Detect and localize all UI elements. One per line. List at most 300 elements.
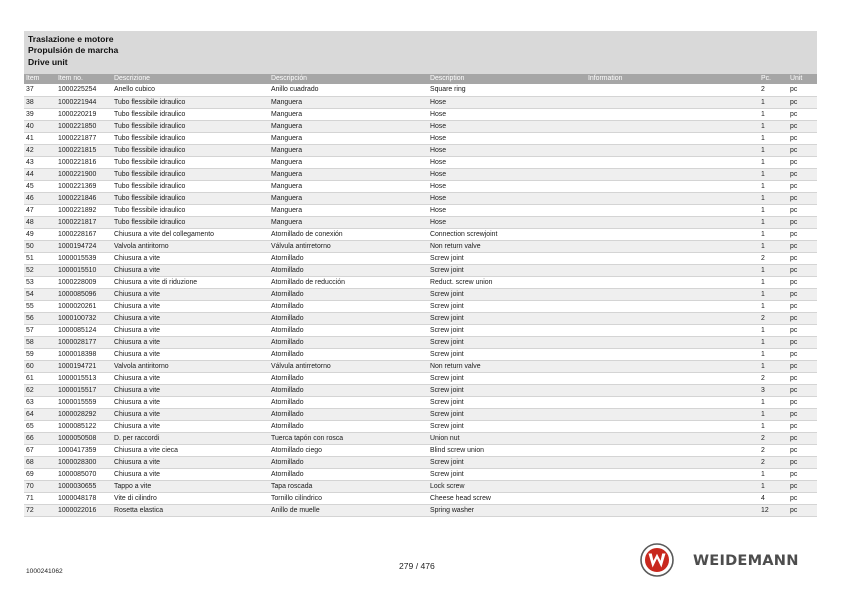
cell-description-it: Vite di cilindro xyxy=(112,492,269,504)
table-row xyxy=(24,456,817,468)
cell-unit: pc xyxy=(788,372,817,384)
table-row xyxy=(24,288,817,300)
table-row xyxy=(24,276,817,288)
cell-information xyxy=(586,204,759,216)
table-row xyxy=(24,396,817,408)
cell-unit: pc xyxy=(788,108,817,120)
cell-pc: 1 xyxy=(759,420,788,432)
cell-description-es: Atornillado xyxy=(269,372,428,384)
table-row xyxy=(24,372,817,384)
cell-information xyxy=(586,312,759,324)
cell-description-es: Anillo de muelle xyxy=(269,504,428,516)
table-row xyxy=(24,204,817,216)
cell-description-en: Screw joint xyxy=(428,372,586,384)
cell-pc: 1 xyxy=(759,300,788,312)
brand-wordmark: WEIDEMANN xyxy=(693,552,799,569)
parts-table-header-row xyxy=(24,74,817,84)
cell-item: 41 xyxy=(24,132,56,144)
cell-item-no: 1000225254 xyxy=(56,84,112,96)
cell-unit: pc xyxy=(788,492,817,504)
cell-item-no: 1000221846 xyxy=(56,192,112,204)
cell-information xyxy=(586,372,759,384)
cell-item: 70 xyxy=(24,480,56,492)
cell-item: 62 xyxy=(24,384,56,396)
cell-description-it: Tubo flessibile idraulico xyxy=(112,108,269,120)
cell-pc: 2 xyxy=(759,252,788,264)
cell-unit: pc xyxy=(788,384,817,396)
cell-description-en: Reduct. screw union xyxy=(428,276,586,288)
cell-description-en: Non return valve xyxy=(428,360,586,372)
cell-description-en: Hose xyxy=(428,180,586,192)
column-header-pc: Pc. xyxy=(759,74,788,84)
cell-description-es: Manguera xyxy=(269,132,428,144)
cell-item-no: 1000018398 xyxy=(56,348,112,360)
cell-pc: 2 xyxy=(759,312,788,324)
cell-pc: 1 xyxy=(759,228,788,240)
cell-description-es: Atornillado xyxy=(269,384,428,396)
cell-description-en: Hose xyxy=(428,192,586,204)
table-row xyxy=(24,84,817,96)
column-header-description-it: Descrizione xyxy=(112,74,269,84)
cell-item-no: 1000194724 xyxy=(56,240,112,252)
cell-information xyxy=(586,228,759,240)
cell-item-no: 1000221817 xyxy=(56,216,112,228)
cell-information xyxy=(586,156,759,168)
cell-item: 40 xyxy=(24,120,56,132)
cell-information xyxy=(586,240,759,252)
column-header-unit: Unit xyxy=(788,74,817,84)
table-row xyxy=(24,264,817,276)
cell-description-en: Screw joint xyxy=(428,396,586,408)
cell-description-it: Chiusura a vite xyxy=(112,324,269,336)
table-row xyxy=(24,444,817,456)
cell-unit: pc xyxy=(788,156,817,168)
cell-item-no: 1000220219 xyxy=(56,108,112,120)
cell-item-no: 1000221850 xyxy=(56,120,112,132)
table-row xyxy=(24,168,817,180)
table-row xyxy=(24,216,817,228)
cell-pc: 2 xyxy=(759,372,788,384)
cell-item: 59 xyxy=(24,348,56,360)
cell-information xyxy=(586,276,759,288)
cell-unit: pc xyxy=(788,204,817,216)
cell-description-en: Square ring xyxy=(428,84,586,96)
cell-description-en: Screw joint xyxy=(428,348,586,360)
table-row xyxy=(24,144,817,156)
cell-description-es: Manguera xyxy=(269,108,428,120)
cell-description-es: Manguera xyxy=(269,168,428,180)
cell-description-it: Tubo flessibile idraulico xyxy=(112,192,269,204)
cell-item: 60 xyxy=(24,360,56,372)
cell-information xyxy=(586,216,759,228)
cell-item-no: 1000022016 xyxy=(56,504,112,516)
table-row xyxy=(24,324,817,336)
table-row xyxy=(24,432,817,444)
table-row xyxy=(24,300,817,312)
cell-description-es: Atornillado de reducción xyxy=(269,276,428,288)
cell-description-en: Screw joint xyxy=(428,312,586,324)
cell-description-it: Tubo flessibile idraulico xyxy=(112,120,269,132)
table-row xyxy=(24,336,817,348)
cell-description-it: Chiusura a vite xyxy=(112,348,269,360)
cell-item: 48 xyxy=(24,216,56,228)
cell-description-es: Atornillado xyxy=(269,348,428,360)
cell-unit: pc xyxy=(788,228,817,240)
cell-description-es: Atornillado xyxy=(269,396,428,408)
cell-description-it: Tappo a vite xyxy=(112,480,269,492)
cell-information xyxy=(586,324,759,336)
cell-item: 45 xyxy=(24,180,56,192)
cell-item-no: 1000015539 xyxy=(56,252,112,264)
cell-item: 52 xyxy=(24,264,56,276)
table-row xyxy=(24,108,817,120)
cell-description-en: Screw joint xyxy=(428,324,586,336)
cell-description-es: Válvula antirretorno xyxy=(269,360,428,372)
cell-unit: pc xyxy=(788,420,817,432)
cell-pc: 1 xyxy=(759,264,788,276)
cell-item-no: 1000085124 xyxy=(56,324,112,336)
cell-description-es: Atornillado xyxy=(269,456,428,468)
cell-unit: pc xyxy=(788,132,817,144)
cell-item-no: 1000221816 xyxy=(56,156,112,168)
table-row xyxy=(24,120,817,132)
cell-information xyxy=(586,144,759,156)
cell-description-es: Manguera xyxy=(269,216,428,228)
cell-description-es: Manguera xyxy=(269,144,428,156)
cell-item: 50 xyxy=(24,240,56,252)
cell-description-it: D. per raccordi xyxy=(112,432,269,444)
parts-table xyxy=(24,74,817,517)
cell-description-it: Chiusura a vite xyxy=(112,336,269,348)
cell-description-en: Screw joint xyxy=(428,408,586,420)
cell-description-es: Manguera xyxy=(269,192,428,204)
table-row xyxy=(24,96,817,108)
cell-unit: pc xyxy=(788,324,817,336)
cell-item-no: 1000100732 xyxy=(56,312,112,324)
table-row xyxy=(24,360,817,372)
cell-description-it: Rosetta elastica xyxy=(112,504,269,516)
cell-description-it: Chiusura a vite del collegamento xyxy=(112,228,269,240)
cell-description-en: Hose xyxy=(428,216,586,228)
table-row xyxy=(24,156,817,168)
cell-information xyxy=(586,432,759,444)
table-row xyxy=(24,480,817,492)
cell-pc: 1 xyxy=(759,396,788,408)
cell-pc: 2 xyxy=(759,432,788,444)
cell-pc: 2 xyxy=(759,456,788,468)
cell-unit: pc xyxy=(788,408,817,420)
cell-item: 58 xyxy=(24,336,56,348)
cell-unit: pc xyxy=(788,432,817,444)
cell-description-it: Anello cubico xyxy=(112,84,269,96)
cell-description-es: Tuerca tapón con rosca xyxy=(269,432,428,444)
cell-item: 56 xyxy=(24,312,56,324)
cell-description-it: Tubo flessibile idraulico xyxy=(112,132,269,144)
cell-information xyxy=(586,504,759,516)
cell-unit: pc xyxy=(788,252,817,264)
table-row xyxy=(24,312,817,324)
cell-item: 54 xyxy=(24,288,56,300)
cell-item-no: 1000020261 xyxy=(56,300,112,312)
cell-unit: pc xyxy=(788,168,817,180)
cell-pc: 1 xyxy=(759,276,788,288)
cell-unit: pc xyxy=(788,336,817,348)
cell-information xyxy=(586,192,759,204)
cell-description-it: Chiusura a vite xyxy=(112,312,269,324)
weidemann-logo xyxy=(640,543,820,579)
section-header xyxy=(24,31,817,74)
cell-description-en: Cheese head screw xyxy=(428,492,586,504)
table-row xyxy=(24,504,817,516)
table-row xyxy=(24,132,817,144)
cell-unit: pc xyxy=(788,264,817,276)
cell-item-no: 1000221877 xyxy=(56,132,112,144)
table-row xyxy=(24,492,817,504)
cell-description-it: Chiusura a vite xyxy=(112,468,269,480)
cell-information xyxy=(586,168,759,180)
cell-pc: 1 xyxy=(759,156,788,168)
cell-information xyxy=(586,456,759,468)
cell-pc: 12 xyxy=(759,504,788,516)
cell-item: 49 xyxy=(24,228,56,240)
cell-item-no: 1000085122 xyxy=(56,420,112,432)
table-row xyxy=(24,408,817,420)
cell-item: 53 xyxy=(24,276,56,288)
cell-information xyxy=(586,96,759,108)
cell-description-it: Chiusura a vite xyxy=(112,396,269,408)
cell-pc: 1 xyxy=(759,144,788,156)
page-number: 279 / 476 xyxy=(399,561,435,571)
table-row xyxy=(24,180,817,192)
cell-description-en: Screw joint xyxy=(428,264,586,276)
cell-item: 65 xyxy=(24,420,56,432)
cell-information xyxy=(586,252,759,264)
cell-information xyxy=(586,288,759,300)
section-title-english: Drive unit xyxy=(28,56,68,67)
cell-information xyxy=(586,108,759,120)
cell-description-it: Valvola antiritorno xyxy=(112,360,269,372)
cell-pc: 1 xyxy=(759,480,788,492)
cell-item-no: 1000050508 xyxy=(56,432,112,444)
cell-item-no: 1000221944 xyxy=(56,96,112,108)
cell-pc: 1 xyxy=(759,408,788,420)
cell-description-it: Tubo flessibile idraulico xyxy=(112,96,269,108)
column-header-description-es: Descripción xyxy=(269,74,428,84)
cell-description-en: Screw joint xyxy=(428,252,586,264)
cell-unit: pc xyxy=(788,312,817,324)
cell-description-it: Valvola antiritorno xyxy=(112,240,269,252)
weidemann-w-logo-icon xyxy=(640,543,674,577)
cell-description-es: Manguera xyxy=(269,156,428,168)
cell-item: 61 xyxy=(24,372,56,384)
section-title-italian: Traslazione e motore xyxy=(28,34,114,44)
cell-item-no: 1000228167 xyxy=(56,228,112,240)
cell-description-it: Chiusura a vite xyxy=(112,384,269,396)
cell-unit: pc xyxy=(788,120,817,132)
cell-description-it: Chiusura a vite xyxy=(112,300,269,312)
cell-description-it: Tubo flessibile idraulico xyxy=(112,180,269,192)
cell-item-no: 1000015517 xyxy=(56,384,112,396)
cell-unit: pc xyxy=(788,180,817,192)
cell-unit: pc xyxy=(788,288,817,300)
cell-pc: 1 xyxy=(759,168,788,180)
cell-item-no: 1000028177 xyxy=(56,336,112,348)
parts-table-body xyxy=(24,84,817,516)
cell-item-no: 1000085070 xyxy=(56,468,112,480)
cell-description-es: Atornillado xyxy=(269,312,428,324)
cell-pc: 1 xyxy=(759,336,788,348)
cell-description-es: Tornillo cilíndrico xyxy=(269,492,428,504)
cell-description-it: Chiusura a vite xyxy=(112,252,269,264)
cell-item-no: 1000221815 xyxy=(56,144,112,156)
cell-item-no: 1000221900 xyxy=(56,168,112,180)
column-header-information: Information xyxy=(586,74,759,84)
cell-unit: pc xyxy=(788,348,817,360)
cell-description-es: Atornillado xyxy=(269,420,428,432)
cell-description-es: Manguera xyxy=(269,96,428,108)
cell-description-es: Válvula antirretorno xyxy=(269,240,428,252)
cell-pc: 2 xyxy=(759,84,788,96)
cell-information xyxy=(586,444,759,456)
cell-item-no: 1000221892 xyxy=(56,204,112,216)
cell-information xyxy=(586,384,759,396)
cell-description-en: Hose xyxy=(428,108,586,120)
cell-pc: 1 xyxy=(759,348,788,360)
cell-description-es: Atornillado xyxy=(269,252,428,264)
cell-item: 46 xyxy=(24,192,56,204)
cell-information xyxy=(586,480,759,492)
cell-item-no: 1000085096 xyxy=(56,288,112,300)
cell-pc: 1 xyxy=(759,360,788,372)
cell-description-en: Hose xyxy=(428,156,586,168)
cell-description-es: Atornillado xyxy=(269,468,428,480)
cell-description-es: Atornillado xyxy=(269,408,428,420)
cell-item: 71 xyxy=(24,492,56,504)
cell-description-es: Atornillado xyxy=(269,264,428,276)
cell-information xyxy=(586,492,759,504)
cell-unit: pc xyxy=(788,480,817,492)
cell-description-en: Screw joint xyxy=(428,336,586,348)
cell-item-no: 1000228009 xyxy=(56,276,112,288)
cell-item: 68 xyxy=(24,456,56,468)
cell-description-en: Non return valve xyxy=(428,240,586,252)
cell-information xyxy=(586,336,759,348)
cell-description-en: Screw joint xyxy=(428,384,586,396)
cell-unit: pc xyxy=(788,300,817,312)
cell-pc: 1 xyxy=(759,324,788,336)
column-header-item: Item xyxy=(24,74,56,84)
cell-item-no: 1000048178 xyxy=(56,492,112,504)
cell-unit: pc xyxy=(788,468,817,480)
cell-information xyxy=(586,348,759,360)
cell-pc: 1 xyxy=(759,108,788,120)
cell-description-en: Connection screwjoint xyxy=(428,228,586,240)
cell-unit: pc xyxy=(788,216,817,228)
cell-information xyxy=(586,420,759,432)
cell-information xyxy=(586,84,759,96)
cell-description-en: Screw joint xyxy=(428,468,586,480)
cell-description-en: Union nut xyxy=(428,432,586,444)
cell-pc: 1 xyxy=(759,132,788,144)
cell-description-es: Atornillado xyxy=(269,300,428,312)
cell-unit: pc xyxy=(788,456,817,468)
cell-description-es: Tapa roscada xyxy=(269,480,428,492)
cell-information xyxy=(586,408,759,420)
cell-item: 72 xyxy=(24,504,56,516)
cell-description-en: Spring washer xyxy=(428,504,586,516)
cell-description-it: Tubo flessibile idraulico xyxy=(112,144,269,156)
cell-unit: pc xyxy=(788,192,817,204)
cell-unit: pc xyxy=(788,96,817,108)
cell-item: 67 xyxy=(24,444,56,456)
table-row xyxy=(24,468,817,480)
cell-description-es: Atornillado xyxy=(269,336,428,348)
table-row xyxy=(24,384,817,396)
cell-unit: pc xyxy=(788,444,817,456)
cell-item: 66 xyxy=(24,432,56,444)
cell-information xyxy=(586,264,759,276)
cell-item-no: 1000028292 xyxy=(56,408,112,420)
column-header-description-en: Description xyxy=(428,74,586,84)
cell-description-en: Hose xyxy=(428,120,586,132)
cell-pc: 2 xyxy=(759,444,788,456)
table-row xyxy=(24,420,817,432)
cell-unit: pc xyxy=(788,360,817,372)
cell-unit: pc xyxy=(788,504,817,516)
cell-pc: 1 xyxy=(759,204,788,216)
table-row xyxy=(24,228,817,240)
cell-description-en: Hose xyxy=(428,204,586,216)
cell-item: 47 xyxy=(24,204,56,216)
cell-description-es: Atornillado xyxy=(269,288,428,300)
cell-description-en: Screw joint xyxy=(428,288,586,300)
cell-description-it: Chiusura a vite cieca xyxy=(112,444,269,456)
cell-description-it: Chiusura a vite xyxy=(112,264,269,276)
cell-item-no: 1000015510 xyxy=(56,264,112,276)
cell-unit: pc xyxy=(788,240,817,252)
cell-description-it: Chiusura a vite di riduzione xyxy=(112,276,269,288)
cell-pc: 1 xyxy=(759,180,788,192)
cell-description-es: Manguera xyxy=(269,120,428,132)
section-title-spanish: Propulsión de marcha xyxy=(28,45,119,56)
column-header-item-no: Item no. xyxy=(56,74,112,84)
cell-description-es: Manguera xyxy=(269,204,428,216)
cell-description-it: Tubo flessibile idraulico xyxy=(112,204,269,216)
cell-item-no: 1000028300 xyxy=(56,456,112,468)
cell-pc: 1 xyxy=(759,192,788,204)
cell-description-en: Blind screw union xyxy=(428,444,586,456)
cell-item: 39 xyxy=(24,108,56,120)
cell-pc: 4 xyxy=(759,492,788,504)
cell-unit: pc xyxy=(788,396,817,408)
cell-item: 42 xyxy=(24,144,56,156)
cell-item-no: 1000015513 xyxy=(56,372,112,384)
cell-item: 44 xyxy=(24,168,56,180)
cell-description-es: Atornillado de conexión xyxy=(269,228,428,240)
document-number: 1000241062 xyxy=(26,568,63,575)
table-row xyxy=(24,252,817,264)
cell-description-en: Hose xyxy=(428,168,586,180)
cell-pc: 1 xyxy=(759,468,788,480)
cell-description-en: Hose xyxy=(428,96,586,108)
cell-item-no: 1000030655 xyxy=(56,480,112,492)
cell-information xyxy=(586,132,759,144)
cell-item: 55 xyxy=(24,300,56,312)
cell-item: 43 xyxy=(24,156,56,168)
cell-item: 37 xyxy=(24,84,56,96)
cell-item: 69 xyxy=(24,468,56,480)
cell-information xyxy=(586,468,759,480)
